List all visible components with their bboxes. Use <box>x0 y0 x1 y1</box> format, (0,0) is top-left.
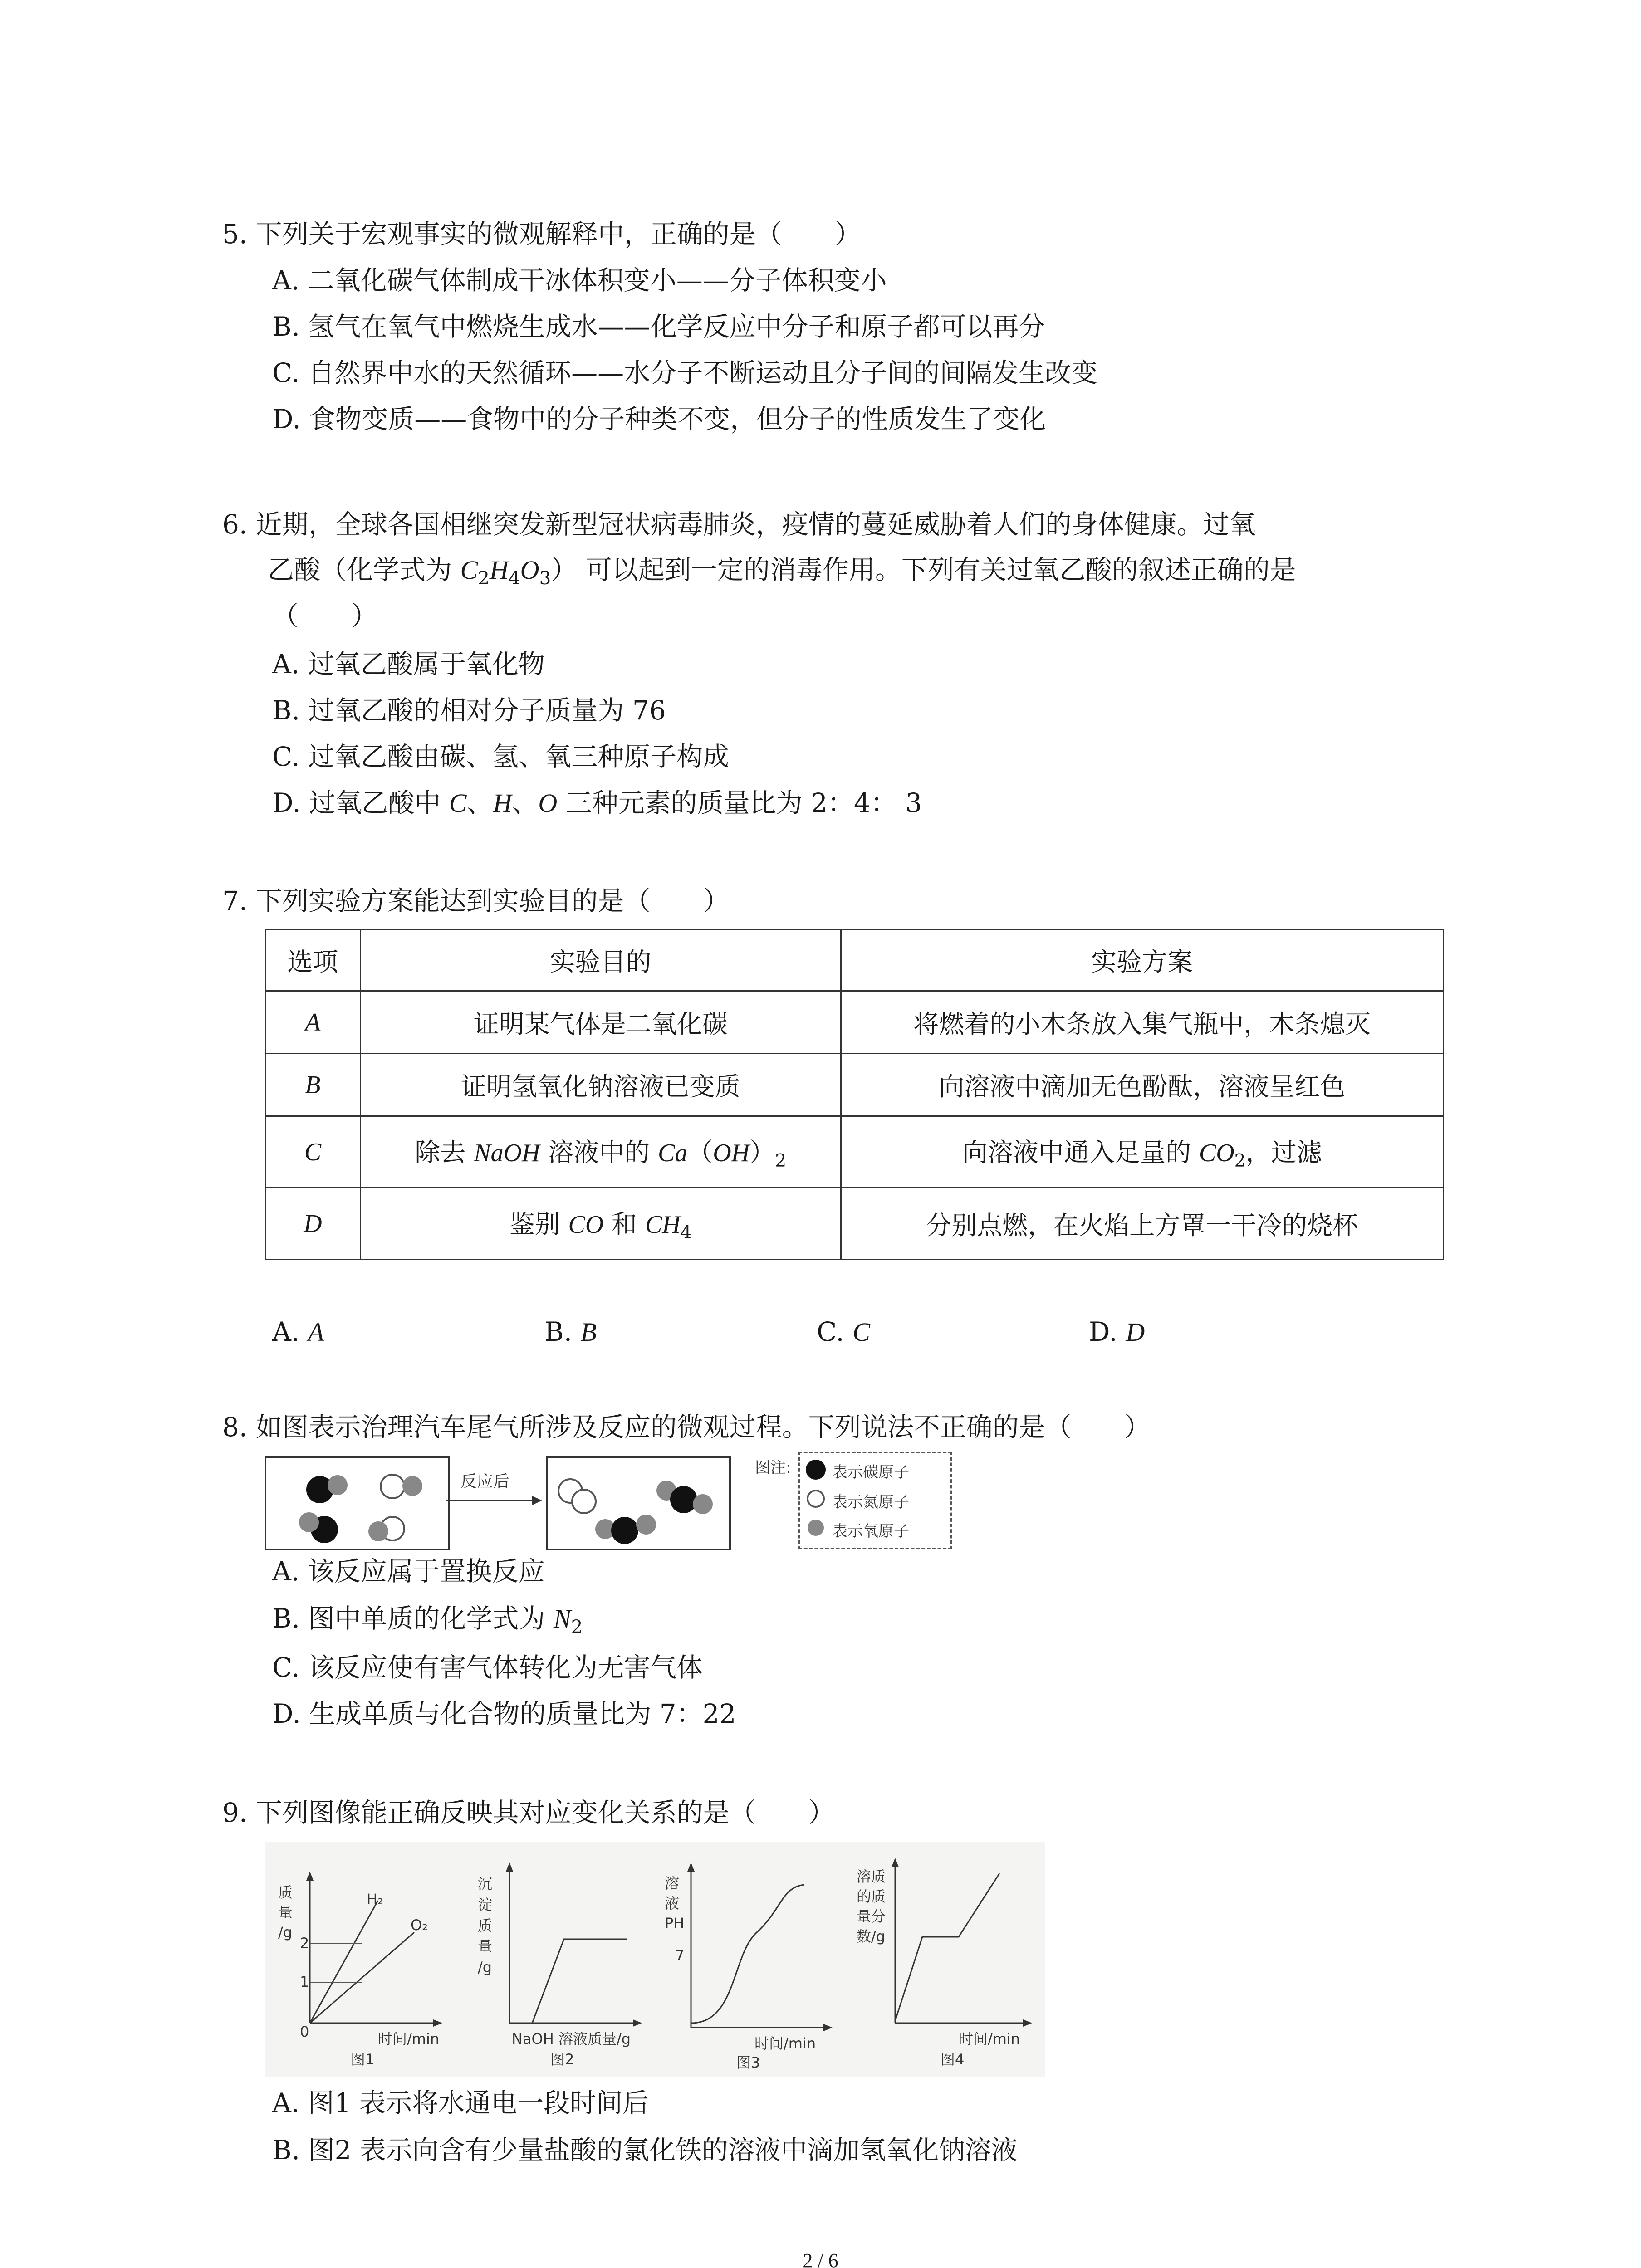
nitrogen-atom <box>571 1489 597 1514</box>
q6-option-b: B. 过氧乙酸的相对分子质量为 76 <box>272 695 666 726</box>
q7-answer-c <box>817 1315 870 1349</box>
table-row <box>265 1054 1444 1116</box>
formula-h: H <box>489 555 509 585</box>
q5-stem: 5. 下列关于宏观事实的微观解释中，正确的是（ ） <box>222 219 861 249</box>
label-char: 淀 <box>478 1896 493 1913</box>
element-o: O <box>538 788 558 818</box>
label-char: 质 <box>278 1884 293 1901</box>
answer-value: C <box>852 1317 870 1347</box>
oxygen-atom <box>693 1494 713 1514</box>
subscript: 2 <box>571 1616 583 1638</box>
text: 除去 <box>415 1138 474 1168</box>
oxygen-atom <box>328 1475 348 1495</box>
label-line: 量分 <box>857 1908 886 1925</box>
graph-3-y-label <box>665 1873 684 1933</box>
carbon-atom <box>611 1517 638 1544</box>
text: ） <box>749 1138 775 1168</box>
header-plan: 实验方案 <box>841 930 1443 991</box>
row-goal: 证明某气体是二氧化碳 <box>360 991 841 1054</box>
table-row <box>265 991 1444 1054</box>
oxygen-atom <box>636 1515 656 1535</box>
answer-label: D. <box>1089 1316 1126 1347</box>
graph-1-h2-label: H₂ <box>367 1891 383 1908</box>
graph-2-x-label: NaOH 溶液质量/g <box>512 2030 631 2048</box>
answer-value: B <box>580 1317 597 1347</box>
oxygen-atom <box>402 1476 422 1496</box>
q6-option-d <box>272 787 922 820</box>
element-c: C <box>449 788 467 818</box>
q9-stem: 9. 下列图像能正确反映其对应变化关系的是（ ） <box>222 1797 835 1828</box>
label-line: 溶质 <box>857 1868 886 1885</box>
answer-label: A. <box>272 1316 308 1347</box>
text: ，过滤 <box>1245 1138 1322 1168</box>
row-goal <box>360 1116 841 1188</box>
row-goal: 证明氢氧化钠溶液已变质 <box>360 1054 841 1116</box>
row-plan: 分别点燃，在火焰上方罩一干冷的烧杯 <box>841 1188 1443 1260</box>
q9-option-b: B. 图2 表示向含有少量盐酸的氯化铁的溶液中滴加氢氧化钠溶液 <box>272 2135 1018 2165</box>
formula: CO <box>1199 1139 1234 1168</box>
graph-1-tick-1: 1 <box>300 1973 309 1990</box>
formula-h-sub: 4 <box>508 567 520 589</box>
label-line: 数/g <box>857 1928 886 1945</box>
graph-1-x-label: 时间/min <box>378 2030 440 2048</box>
label-char: 溶 <box>665 1875 680 1892</box>
graph-4-y-label <box>857 1867 886 1946</box>
legend-title: 图注: <box>755 1459 791 1477</box>
q6-stem-line2 <box>268 553 1296 594</box>
header-goal: 实验目的 <box>360 930 841 991</box>
row-option: C <box>265 1116 361 1188</box>
q5-option-b: B. 氢气在氧气中燃烧生成水——化学反应中分子和原子都可以再分 <box>272 311 1045 342</box>
graph-3-caption: 图3 <box>736 2054 760 2071</box>
table-row <box>265 1116 1444 1188</box>
oxygen-atom <box>368 1521 388 1541</box>
legend-box <box>755 1452 952 1549</box>
text: 鉴别 <box>509 1210 568 1240</box>
element-h: H <box>493 788 512 818</box>
graph-1-y-label <box>278 1882 293 1942</box>
formula: NaOH <box>474 1139 540 1168</box>
graph-1-o2-label: O₂ <box>411 1916 428 1934</box>
q6-stem-line3: （ ） <box>272 601 378 631</box>
label-char: PH <box>665 1915 685 1932</box>
nitrogen-atom <box>380 1474 405 1499</box>
row-plan <box>841 1116 1443 1188</box>
row-plan: 将燃着的小木条放入集气瓶中，木条熄灭 <box>841 991 1443 1054</box>
label-char: 沉 <box>478 1875 493 1892</box>
header-option: 选项 <box>265 930 361 991</box>
row-goal <box>360 1188 841 1260</box>
formula: Ca <box>657 1139 688 1168</box>
graph-2-caption: 图2 <box>550 2051 574 2068</box>
text: 溶液中的 <box>540 1138 658 1168</box>
table-header-row <box>265 930 1444 991</box>
nitrogen-atom-icon <box>807 1490 825 1508</box>
label-char: /g <box>478 1959 492 1976</box>
separator: 、 <box>466 787 493 818</box>
carbon-atom-icon <box>806 1460 826 1480</box>
q5-option-d: D. 食物变质——食物中的分子种类不变，但分子的性质发生了变化 <box>272 404 1046 435</box>
q8-stem: 8. 如图表示治理汽车尾气所涉及反应的微观过程。下列说法不正确的是（ ） <box>222 1412 1151 1442</box>
graph-1-tick-2: 2 <box>300 1935 309 1952</box>
formula-o: O <box>520 555 539 585</box>
q7-answer-a <box>272 1315 324 1349</box>
text: （ <box>687 1138 713 1168</box>
separator: 、 <box>512 787 539 818</box>
oxygen-atom <box>299 1512 319 1532</box>
q8-option-c: C. 该反应使有害气体转化为无害气体 <box>272 1652 703 1683</box>
answer-label: C. <box>817 1316 853 1347</box>
q6-option-c: C. 过氧乙酸由碳、氢、氧三种原子构成 <box>272 741 730 772</box>
formula: N <box>553 1604 571 1633</box>
legend-nitrogen: 表示氮原子 <box>832 1493 909 1511</box>
formula-c: C <box>460 555 478 585</box>
text: B. 图中单质的化学式为 <box>272 1603 554 1634</box>
q6-option-d-prefix: D. 过氧乙酸中 <box>272 787 449 818</box>
graph-3-tick-7: 7 <box>675 1947 685 1964</box>
q5-option-a: A. 二氧化碳气体制成干冰体积变小——分子体积变小 <box>272 265 887 296</box>
q6-stem-line1: 6. 近期，全球各国相继突发新型冠状病毒肺炎，疫情的蔓延威胁着人们的身体健康。过氧 <box>222 509 1256 540</box>
label-char: 液 <box>665 1895 680 1912</box>
legend-carbon: 表示碳原子 <box>832 1463 909 1481</box>
graph-1-caption: 图1 <box>351 2051 375 2068</box>
row-option: B <box>265 1054 361 1116</box>
answer-value: D <box>1126 1317 1145 1347</box>
subscript: 2 <box>1234 1150 1246 1171</box>
oxygen-atom-icon <box>808 1520 824 1536</box>
formula: CH <box>645 1211 681 1239</box>
label-char: 质 <box>478 1917 493 1934</box>
products-box <box>546 1456 731 1550</box>
graphs-figure <box>265 1842 1045 2077</box>
formula-o-sub: 3 <box>539 567 551 589</box>
q7-answer-b <box>544 1315 597 1349</box>
q9-option-a: A. 图1 表示将水通电一段时间后 <box>272 2087 649 2118</box>
label-char: /g <box>278 1924 293 1941</box>
graph-3-x-label: 时间/min <box>754 2035 816 2052</box>
label-line: 的质 <box>857 1888 886 1905</box>
q8-option-d: D. 生成单质与化合物的质量比为 7：22 <box>272 1698 736 1729</box>
subscript: 4 <box>680 1222 692 1243</box>
subscript: 2 <box>775 1150 787 1171</box>
graph-2-y-label <box>478 1873 492 1978</box>
graph-4-caption: 图4 <box>941 2051 965 2068</box>
q7-answer-d <box>1089 1315 1145 1349</box>
graph-1-tick-0: 0 <box>300 2023 309 2040</box>
page-number: 2 / 6 <box>803 2249 838 2268</box>
text: 和 <box>603 1210 645 1240</box>
text: 向溶液中通入足量的 <box>962 1138 1199 1168</box>
q6-option-d-suffix: 三种元素的质量比为 2：4： 3 <box>557 787 922 818</box>
q8-option-b <box>272 1602 583 1643</box>
label-char: 量 <box>278 1904 293 1921</box>
q7-stem: 7. 下列实验方案能达到实验目的是（ ） <box>222 885 730 916</box>
q6-stem-text-b: ） 可以起到一定的消毒作用。下列有关过氧乙酸的叙述正确的是 <box>551 554 1296 585</box>
row-option: D <box>265 1188 361 1260</box>
reactants-box <box>265 1456 450 1550</box>
q5-option-c: C. 自然界中水的天然循环——水分子不断运动且分子间的间隔发生改变 <box>272 357 1098 388</box>
experiment-table <box>265 929 1444 1260</box>
row-plan: 向溶液中滴加无色酚酞，溶液呈红色 <box>841 1054 1443 1116</box>
reaction-arrow-label: 反应后 <box>460 1472 510 1491</box>
q6-stem-text-a: 乙酸（化学式为 <box>268 554 460 585</box>
label-char: 量 <box>478 1938 493 1955</box>
formula-c-sub: 2 <box>478 567 490 589</box>
answer-label: B. <box>544 1316 581 1347</box>
formula: OH <box>713 1139 750 1168</box>
formula: CO <box>568 1211 604 1239</box>
legend-oxygen: 表示氧原子 <box>832 1522 909 1540</box>
graph-4-x-label: 时间/min <box>959 2030 1020 2048</box>
answer-value: A <box>308 1317 324 1347</box>
q6-option-a: A. 过氧乙酸属于氧化物 <box>272 649 545 679</box>
q8-option-a: A. 该反应属于置换反应 <box>272 1556 545 1587</box>
table-row <box>265 1188 1444 1260</box>
row-option: A <box>265 991 361 1054</box>
